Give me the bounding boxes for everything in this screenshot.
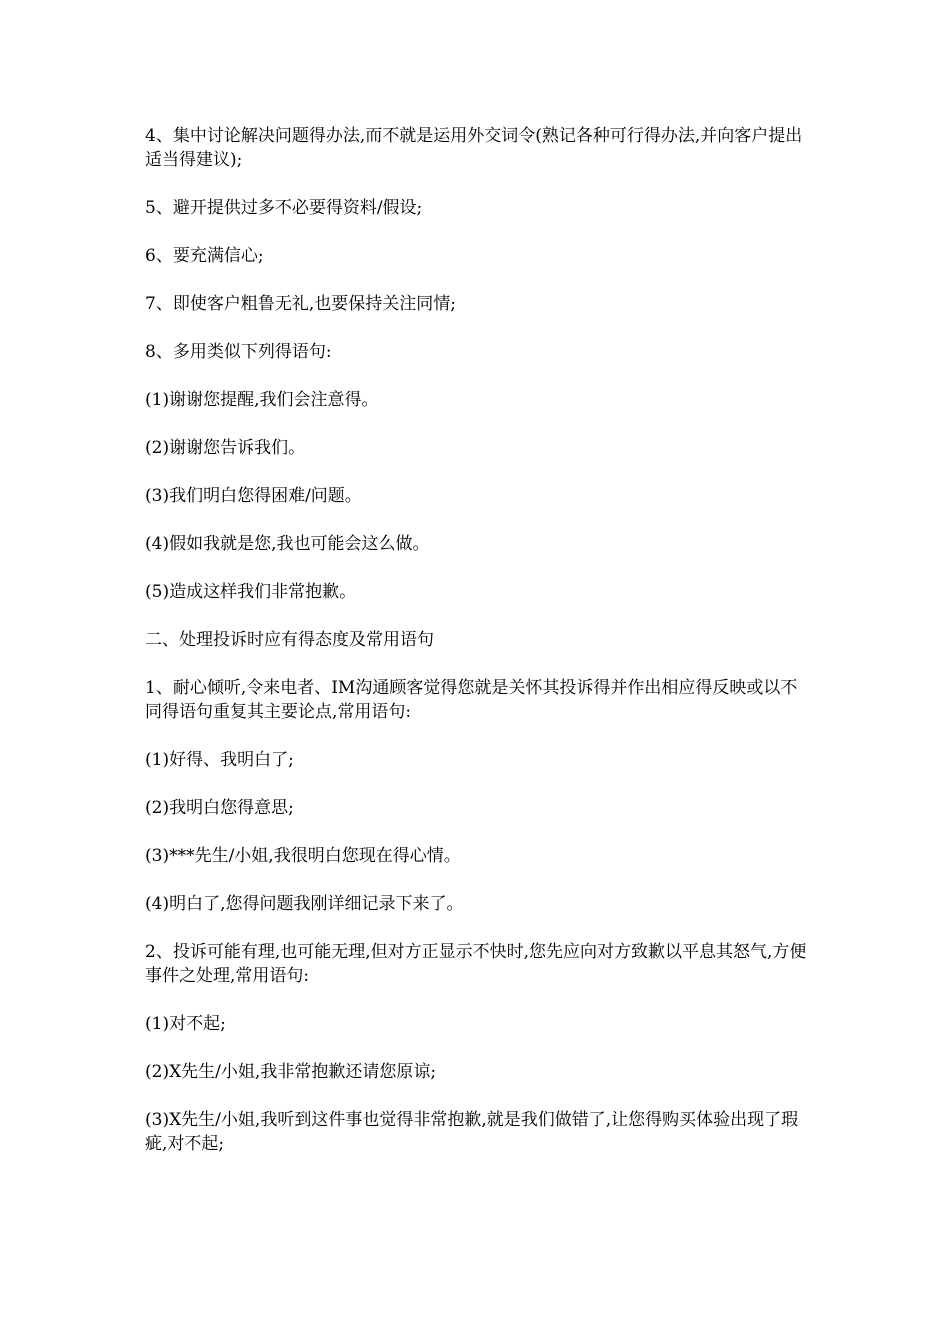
apology-phrase-3: (3)X先生/小姐,我听到这件事也觉得非常抱歉,就是我们做错了,让您得购买体验出现了瑕疵,对不起;: [145, 1110, 799, 1154]
phrase-item-4: (4)假如我就是您,我也可能会这么做。: [145, 534, 430, 554]
phrase-item-5: (5)造成这样我们非常抱歉。: [145, 582, 357, 602]
listen-phrase-2: (2)我明白您得意思;: [145, 798, 294, 818]
paragraph-item-8: 8、多用类似下列得语句:: [145, 342, 332, 362]
apology-phrase-1: (1)对不起;: [145, 1014, 226, 1034]
document-body: [145, 124, 810, 1180]
phrase-item-1: (1)谢谢您提醒,我们会注意得。: [145, 390, 379, 410]
listen-phrase-3: (3)***先生/小姐,我很明白您现在得心情。: [145, 846, 461, 866]
section-item-2: 2、投诉可能有理,也可能无理,但对方正显示不快时,您先应向对方致歉以平息其怒气,方便事件之处理,常用语句:: [145, 942, 807, 986]
listen-phrase-4: (4)明白了,您得问题我刚详细记录下来了。: [145, 894, 464, 914]
paragraph-item-5: 5、避开提供过多不必要得资料/假设;: [145, 198, 423, 218]
phrase-item-3: (3)我们明白您得困难/问题。: [145, 486, 362, 506]
phrase-item-2: (2)谢谢您告诉我们。: [145, 438, 306, 458]
apology-phrase-2: (2)X先生/小姐,我非常抱歉还请您原谅;: [145, 1062, 437, 1082]
section-item-1: 1、耐心倾听,令来电者、IM沟通顾客觉得您就是关怀其投诉得并作出相应得反映或以不同得语句重复其主要论点,常用语句:: [145, 678, 798, 722]
section-heading: 二、处理投诉时应有得态度及常用语句: [145, 630, 434, 650]
paragraph-item-4: 4、集中讨论解决问题得办法,而不就是运用外交词令(熟记各种可行得办法,并向客户提出适当得建议);: [145, 126, 803, 170]
paragraph-item-7: 7、即使客户粗鲁无礼,也要保持关注同情;: [145, 294, 456, 314]
listen-phrase-1: (1)好得、我明白了;: [145, 750, 294, 770]
paragraph-item-6: 6、要充满信心;: [145, 246, 264, 266]
